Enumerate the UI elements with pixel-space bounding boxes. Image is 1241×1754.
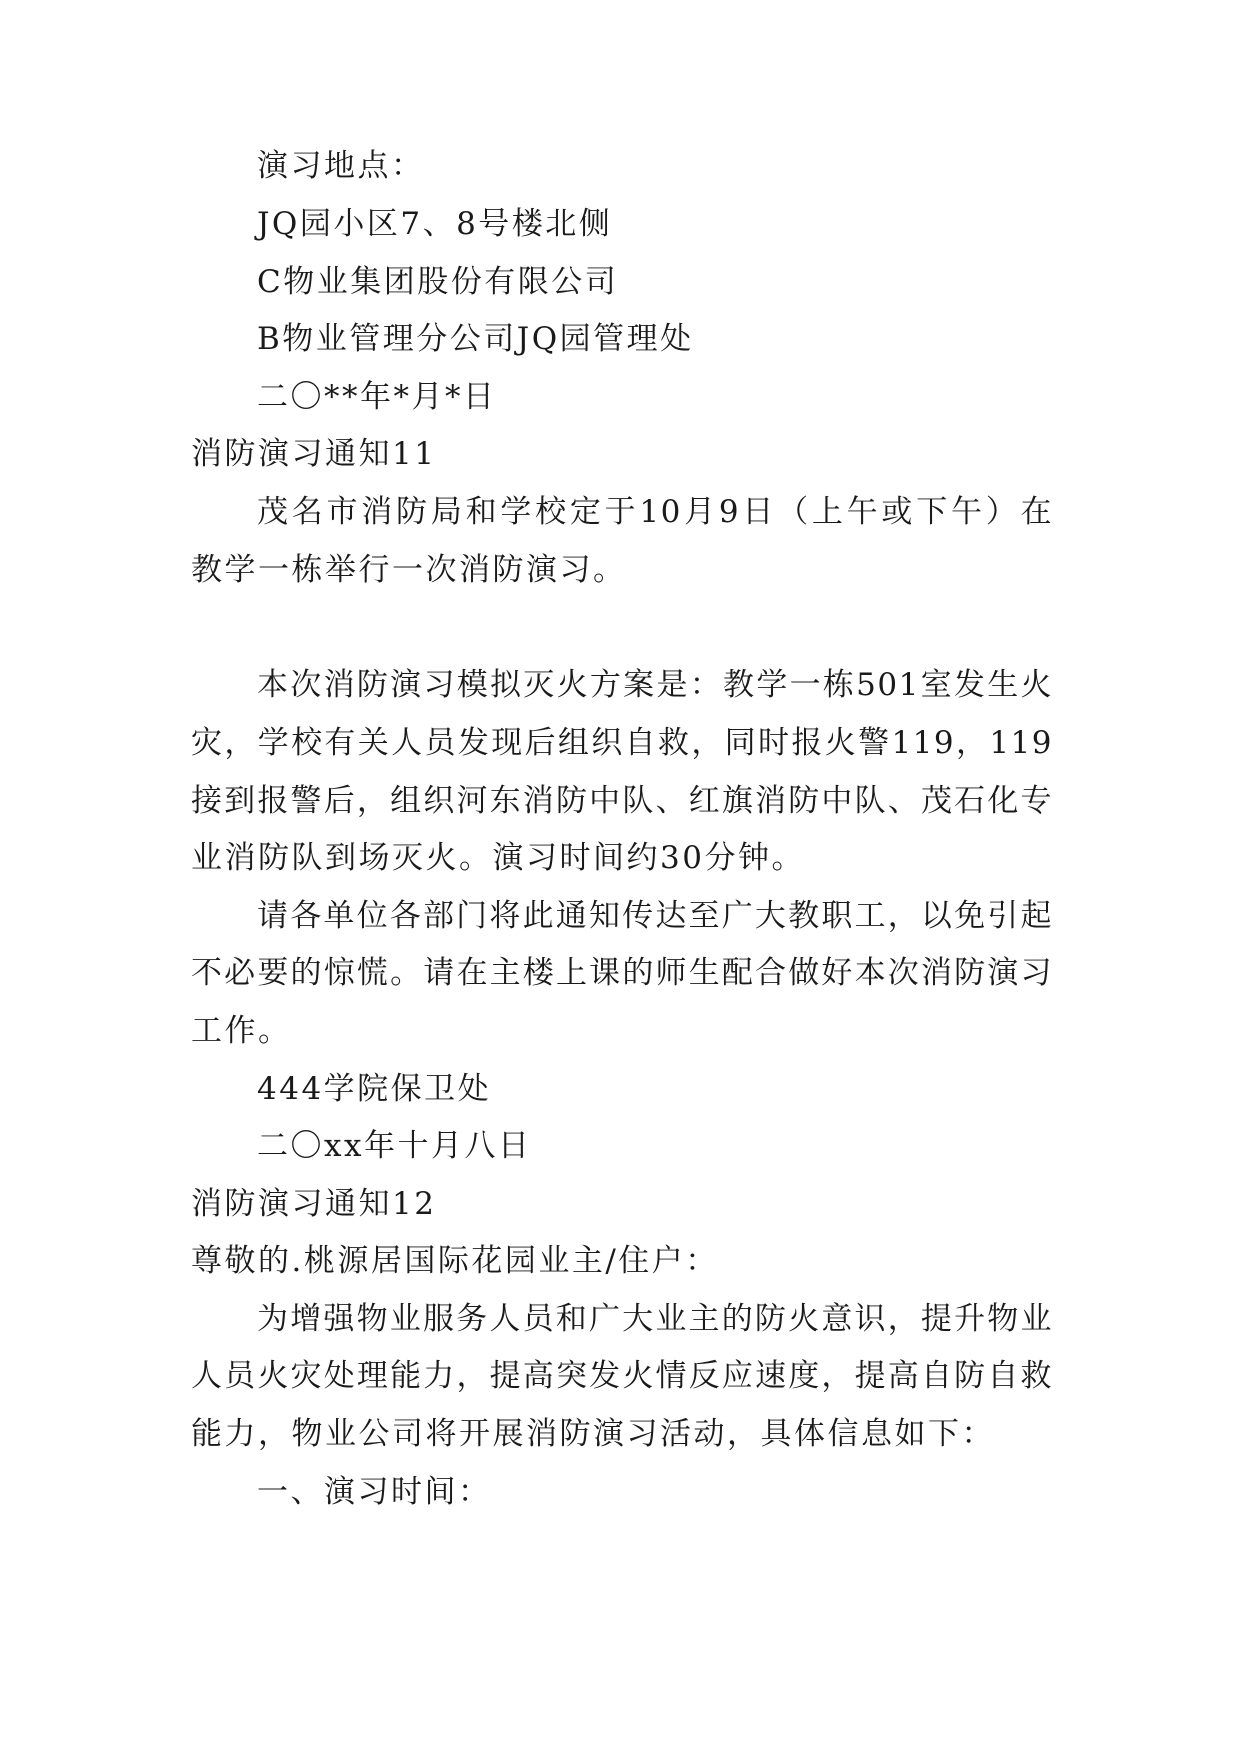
notice-11-para2-line2: 灾，学校有关人员发现后组织自救，同时报火警119，119 <box>191 725 1053 761</box>
notice-12-item1: 一、演习时间： <box>257 1474 492 1510</box>
notice-12-para1-line3: 能力，物业公司将开展消防演习活动，具体信息如下： <box>191 1416 995 1452</box>
department-name: B物业管理分公司JQ园管理处 <box>257 321 694 357</box>
notice-12-para1-line2: 人员火灾处理能力，提高突发火情反应速度，提高自防自救 <box>191 1358 1053 1394</box>
section-a-date: 二〇**年*月*日 <box>257 379 497 415</box>
notice-12-salutation: 尊敬的.桃源居国际花园业主/住户： <box>191 1243 719 1279</box>
notice-11-para3-line1: 请各单位各部门将此通知传达至广大教职工，以免引起 <box>257 898 1053 934</box>
notice-11-para3-line3: 工作。 <box>191 1013 292 1049</box>
notice-12-para1-line1: 为增强物业服务人员和广大业主的防火意识，提升物业 <box>257 1301 1053 1337</box>
notice-11-para2-line1: 本次消防演习模拟灭火方案是：教学一栋501室发生火 <box>257 667 1053 703</box>
notice-11-para1-line1: 茂名市消防局和学校定于10月9日（上午或下午）在 <box>257 494 1053 530</box>
company-name: C物业集团股份有限公司 <box>257 264 619 300</box>
notice-12-title: 消防演习通知12 <box>191 1186 437 1222</box>
notice-11-para1-line2: 教学一栋举行一次消防演习。 <box>191 552 627 588</box>
location-value: JQ园小区7、8号楼北侧 <box>257 206 613 242</box>
notice-11-para2-line3: 接到报警后，组织河东消防中队、红旗消防中队、茂石化专 <box>191 783 1053 819</box>
notice-11-para3-line2: 不必要的惊慌。请在主楼上课的师生配合做好本次消防演习 <box>191 955 1053 991</box>
notice-11-date: 二〇xx年十月八日 <box>257 1128 532 1164</box>
notice-11-signature: 444学院保卫处 <box>257 1071 492 1107</box>
location-label: 演习地点： <box>257 148 425 184</box>
notice-11-title: 消防演习通知11 <box>191 436 437 472</box>
notice-11-para2-line4: 业消防队到场灭火。演习时间约30分钟。 <box>191 840 805 876</box>
